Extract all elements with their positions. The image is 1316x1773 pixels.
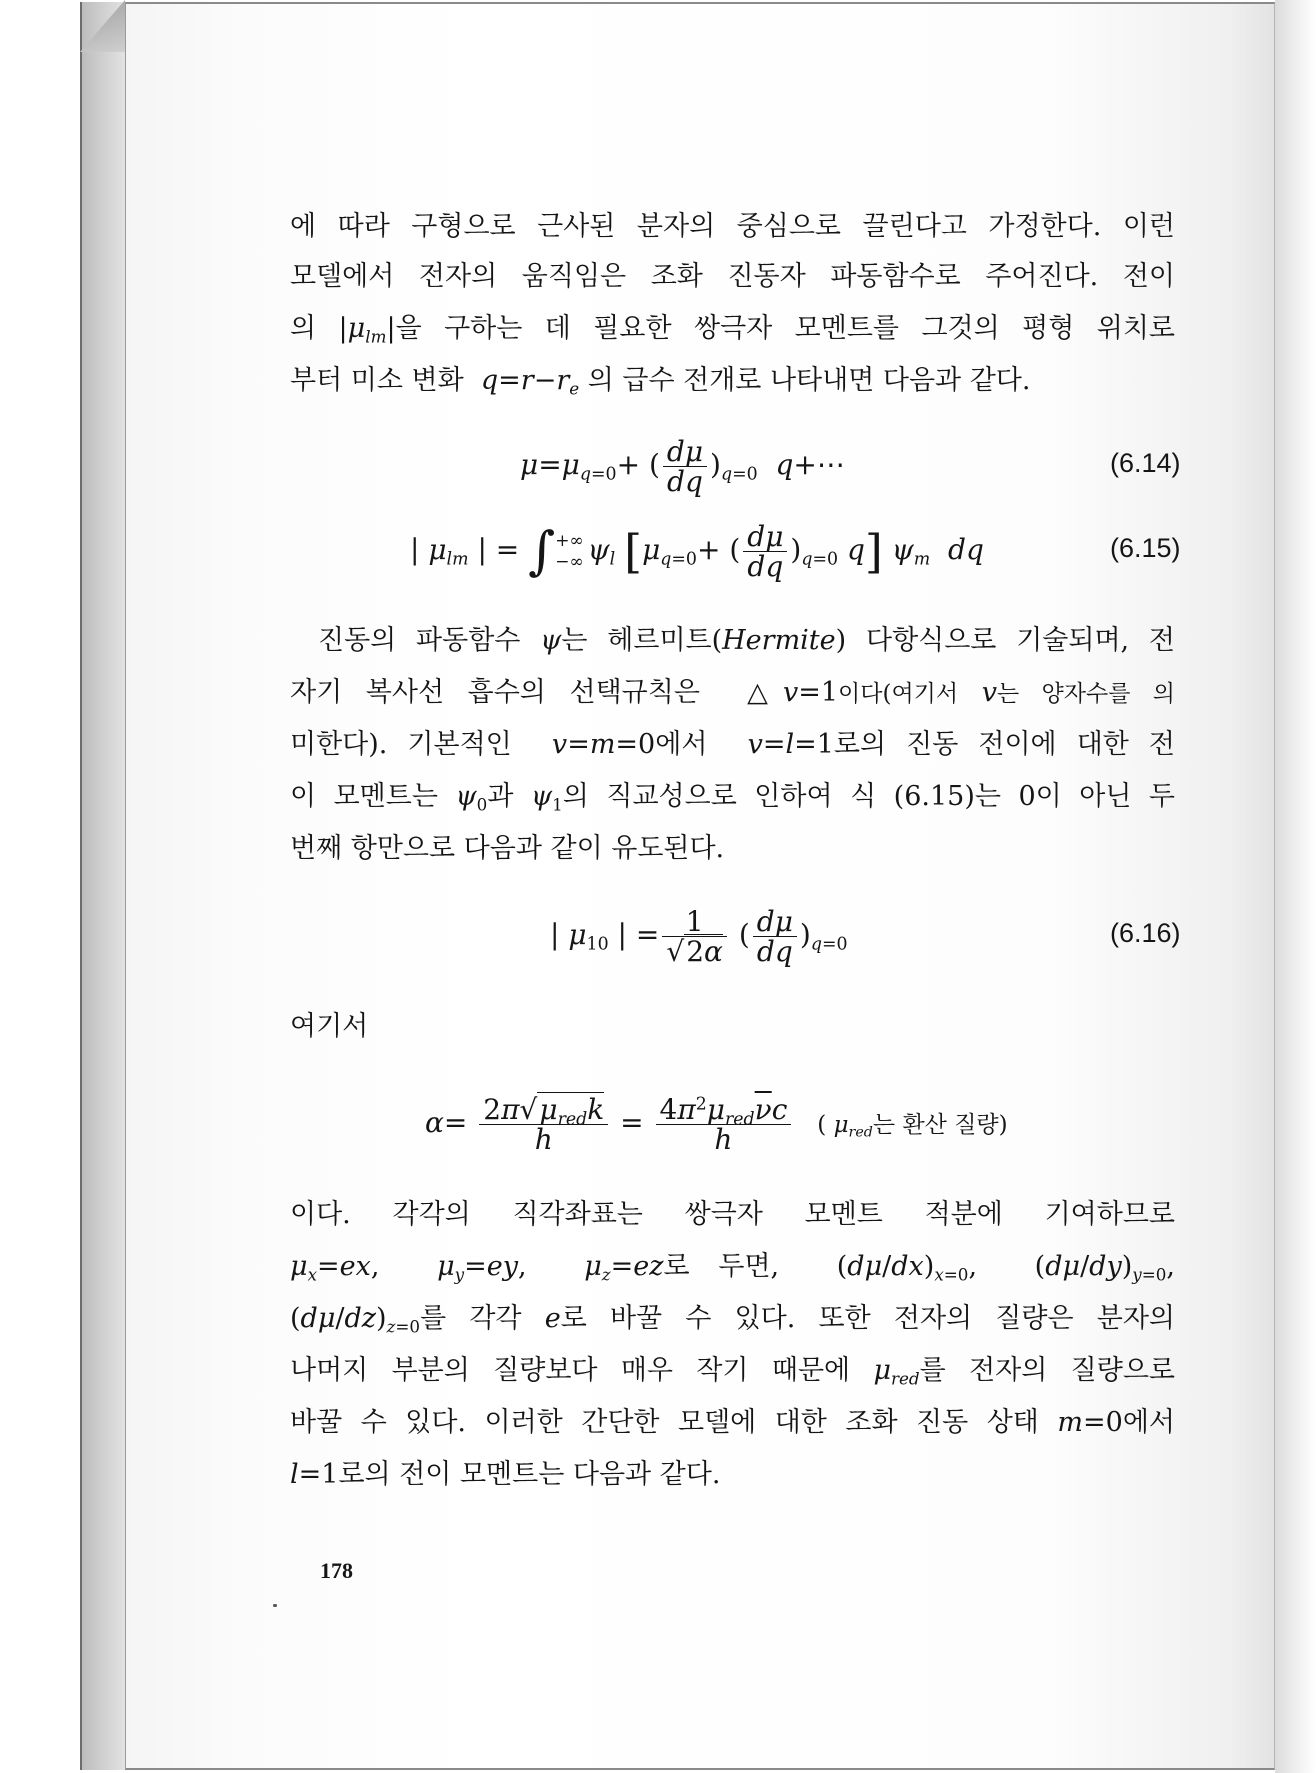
text-line: $\mu_x=ex$, $\mu_y=ey$, $\mu_z=ez$로 두면, $(d\mu/dx)_{x=0}$, $(d\mu/dy)_{y=0}$, — [290, 1251, 1175, 1285]
text-line: 모델에서 전자의 움직임은 조화 진동자 파동함수로 주어진다. 전이 — [290, 261, 1175, 292]
text-line: 번째 항만으로 다음과 같이 유도된다. — [290, 833, 725, 864]
text-line: 에 따라 구형으로 근사된 분자의 중심으로 끌린다고 가정한다. 이런 — [290, 211, 1175, 242]
text-line: 자기 복사선 흡수의 선택규칙은 △v=1이다(여기서 v는 양자수를 의 — [290, 677, 1175, 708]
text-line: 진동의 파동함수 ψ는 헤르미트(Hermite) 다항식으로 기술되며, 전 — [318, 625, 1175, 656]
text-line: 의 $|\mu_{lm}|$을 구하는 데 필요한 쌍극자 모멘트를 그것의 평형 위치로 — [290, 313, 1175, 347]
text-line: 미한다). 기본적인 v=m=0에서 v=l=1로의 진동 전이에 대한 전 — [290, 729, 1176, 760]
text-line: 이 모멘트는 $\psi_0$과 $\psi_1$의 직교성으로 인하여 식 (6.15)는 0이 아닌 두 — [290, 781, 1176, 815]
text-line: 이다. 각각의 직각좌표는 쌍극자 모멘트 적분에 기여하므로 — [290, 1199, 1175, 1230]
text-line: 나머지 부분의 질량보다 매우 작기 때문에 $\mu_{red}$를 전자의 질량으로 — [290, 1355, 1175, 1389]
book-spine — [80, 2, 127, 1770]
page-edge-shadow — [1275, 0, 1316, 1773]
equation-alpha: α= $\frac{2\pi√\mu_{red}k}{h}$ = $\frac{4\pi^2\mu_{red}\overline{\nu}c}{h}$ ( $\mu_{red}$는 환산 질량) — [425, 1092, 1008, 1156]
scan-speck — [273, 1604, 277, 1607]
equation-number: (6.16) — [1110, 918, 1181, 948]
text-line: 부터 미소 변화 $q=r-r_e$ 의 급수 전개로 나타내면 다음과 같다. — [290, 365, 1031, 399]
equation-number: (6.14) — [1110, 448, 1181, 478]
equation-6-14: $\mu=\mu_{q=0}+$ ( $\frac{d\mu}{dq}$ )$_{q=0}$ q+⋯ — [520, 434, 845, 498]
page-number: 178 — [320, 1558, 353, 1583]
math-inline: $|\mu_{lm}|$ — [338, 313, 396, 347]
where-text: 여기서 — [290, 1011, 369, 1042]
equation-6-15: | $\mu_{lm}$ | = ∫ +∞ −∞ $\psi_l$ [$\mu_{q=0}+$ ( $\frac{d\mu}{dq}$ )$_{q=0}$ q] $\psi_m$ dq — [410, 519, 984, 583]
math-inline: $q=r-r_e$ — [480, 365, 580, 399]
equation-number: (6.15) — [1110, 533, 1181, 563]
text-line: l=1로의 전이 모멘트는 다음과 같다. — [290, 1459, 721, 1490]
text-line: 바꿀 수 있다. 이러한 간단한 모델에 대한 조화 진동 상태 m=0에서 — [290, 1407, 1175, 1438]
text-line: $(d\mu/dz)_{z=0}$를 각각 e로 바꿀 수 있다. 또한 전자의 질량은 분자의 — [290, 1303, 1175, 1337]
equation-6-16: | $\mu_{10}$ | = $\frac{1}{√2\alpha}$ ( $\frac{d\mu}{dq}$ )$_{q=0}$ — [550, 904, 848, 968]
